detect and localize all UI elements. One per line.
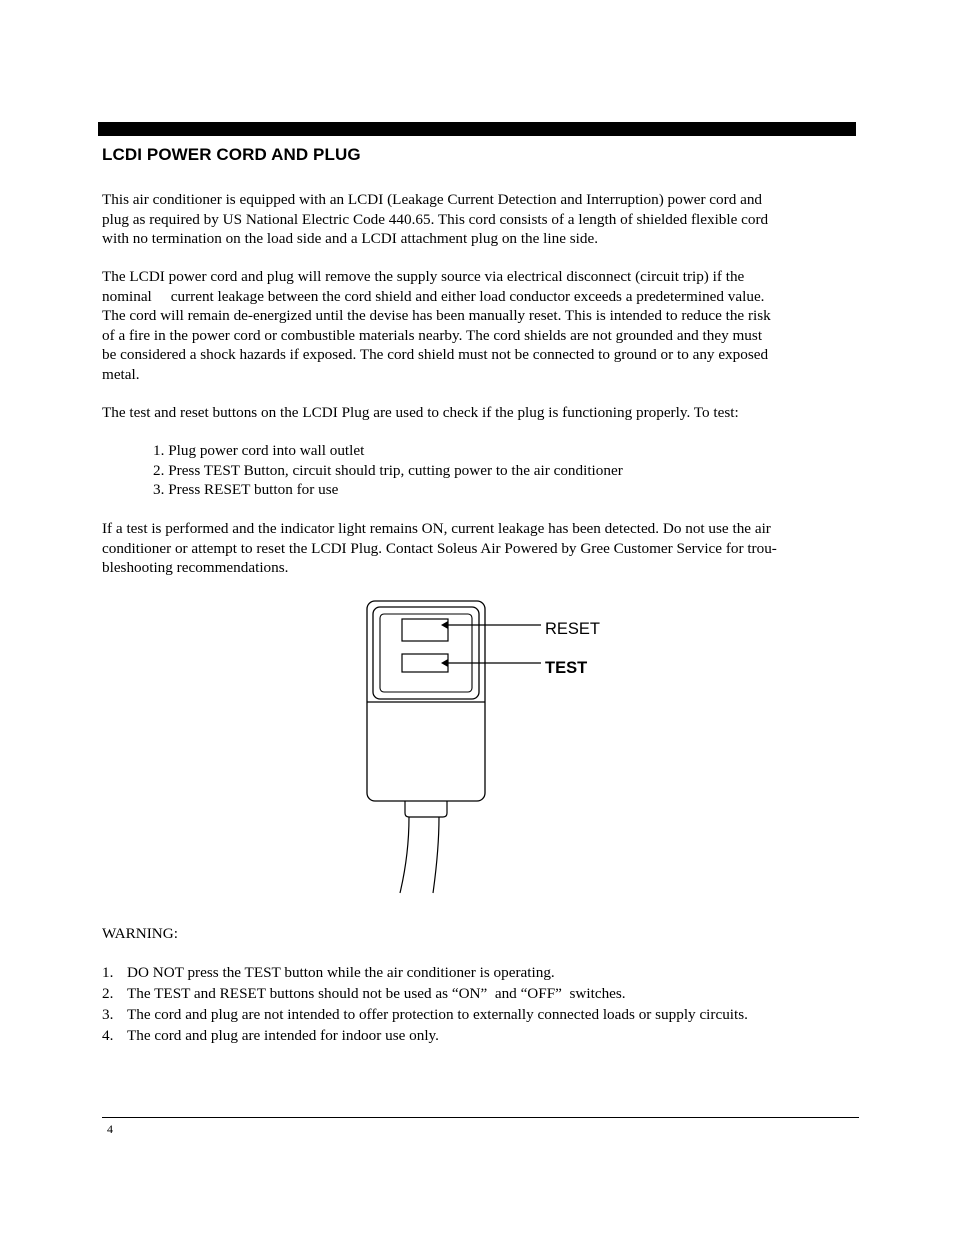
test-label: TEST [545, 659, 588, 677]
cord-right-edge [433, 817, 439, 893]
warnings-list [102, 963, 748, 1047]
indicator-line: If a test is performed and the indicator light remains ON, current leakage has been detected. Do not use the air [102, 520, 771, 537]
test-step: 3. Press RESET button for use [153, 481, 339, 498]
plug-body-outline [367, 601, 485, 801]
page-number: 4 [107, 1122, 113, 1136]
warning-title: WARNING: [102, 925, 178, 942]
footer-rule [102, 1117, 859, 1118]
reset-button-shape [402, 619, 448, 641]
warning-number: 1. [102, 964, 114, 981]
warning-text: DO NOT press the TEST button while the air conditioner is operating. [127, 964, 555, 981]
warning-item [102, 1005, 748, 1026]
lcdi-plug-diagram [355, 595, 625, 895]
warning-item [102, 963, 748, 984]
function-line: metal. [102, 365, 140, 383]
function-line: nominal current leakage between the cord shield and either load conductor exceeds a predetermined value. [102, 287, 765, 305]
intro-paragraph [102, 190, 862, 249]
test-pointer-arrow [441, 659, 448, 667]
warning-item [102, 1026, 748, 1047]
intro-line: with no termination on the load side and a LCDI attachment plug on the line side. [102, 230, 599, 247]
function-paragraph [102, 267, 862, 384]
function-line: of a fire in the power cord or combustible materials nearby. The cord shields are not grounded and they must [102, 326, 763, 344]
warning-number: 2. [102, 985, 114, 1002]
warning-text: The TEST and RESET buttons should not be used as “ON” and “OFF” switches. [127, 985, 626, 1002]
test-step: 1. Plug power cord into wall outlet [153, 442, 365, 459]
test-steps-list [153, 441, 623, 500]
warning-text: The cord and plug are intended for indoor use only. [127, 1027, 439, 1044]
warning-text: The cord and plug are not intended to offer protection to externally connected loads or supply circuits. [127, 1006, 748, 1023]
button-panel-outer [373, 607, 479, 699]
reset-pointer-arrow [441, 621, 448, 629]
section-heading: LCDI POWER CORD AND PLUG [102, 145, 361, 164]
warning-number: 3. [102, 1006, 114, 1023]
function-line: be considered a shock hazards if exposed. The cord shield must not be connected to ground or to any exposed [102, 346, 769, 363]
strain-relief [405, 801, 447, 817]
reset-label: RESET [545, 620, 601, 638]
indicator-paragraph [102, 519, 862, 578]
test-step: 2. Press TEST Button, circuit should trip, cutting power to the air conditioner [153, 461, 623, 479]
warning-number: 4. [102, 1027, 114, 1044]
button-panel-inner [380, 614, 472, 692]
test-intro: The test and reset buttons on the LCDI Plug are used to check if the plug is functioning properly. To test: [102, 404, 739, 421]
cord-left-edge [400, 817, 409, 893]
function-line: The cord will remain de-energized until the devise has been manually reset. This is intended to reduce the risk [102, 307, 771, 324]
warning-item [102, 984, 748, 1005]
intro-line: plug as required by US National Electric Code 440.65. This cord consists of a length of shielded flexible cord [102, 210, 769, 228]
function-line: The LCDI power cord and plug will remove the supply source via electrical disconnect (circuit trip) if the [102, 268, 745, 285]
intro-line: This air conditioner is equipped with an LCDI (Leakage Current Detection and Interruption) power cord and [102, 191, 763, 208]
indicator-line: conditioner or attempt to reset the LCDI Plug. Contact Soleus Air Powered by Gree Customer Service for trou- [102, 539, 777, 557]
indicator-line: bleshooting recommendations. [102, 559, 289, 576]
section-header-bar [98, 122, 856, 136]
